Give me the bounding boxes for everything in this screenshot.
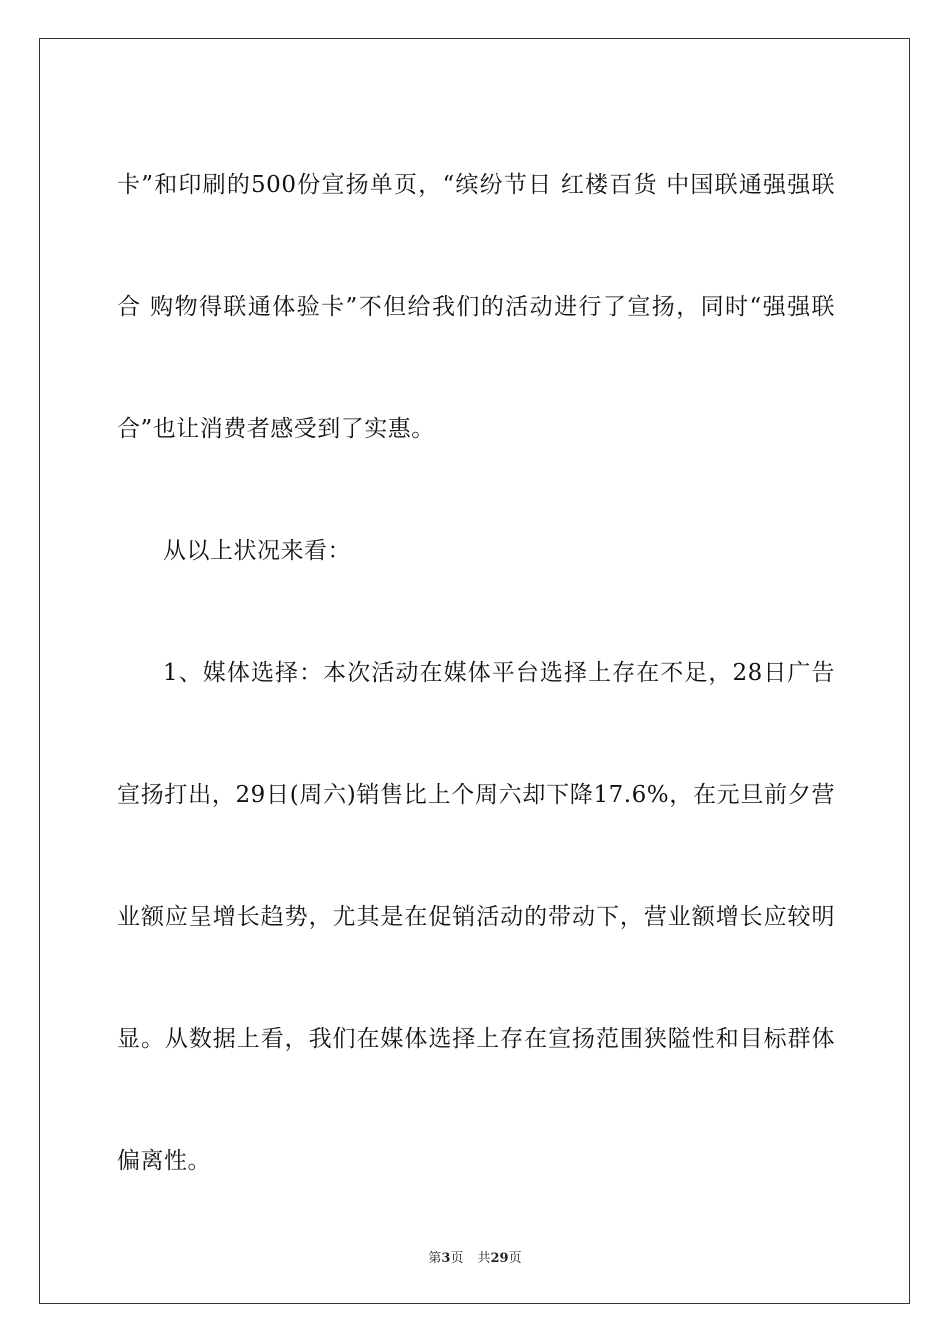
paragraph-3: 1、媒体选择：本次活动在媒体平台选择上存在不足，28日广告宣扬打出，29日(周六)销售比上个周六却下降17.6%，在元旦前夕营业额应呈增长趋势，尤其是在促销活动的带动下，营业额增长应较明显。从数据上看，我们在媒体选择上存在宣扬范围狭隘性和目标群体偏离性。 [117, 660, 835, 1174]
total-pages: 29 [490, 1251, 509, 1266]
total-prefix: 共 [477, 1251, 491, 1266]
page-suffix: 页 [450, 1251, 464, 1266]
page-footer [0, 1247, 950, 1266]
page-prefix: 第 [428, 1251, 442, 1266]
page-number: 3 [441, 1251, 451, 1266]
document-body [117, 124, 835, 1222]
total-suffix: 页 [508, 1251, 522, 1266]
paragraph-1: 卡”和印刷的500份宣扬单页，“缤纷节日 红楼百货 中国联通强强联合 购物得联通体验卡”不但给我们的活动进行了宣扬，同时“强强联合”也让消费者感受到了实惠。 [117, 172, 835, 442]
paragraph-2: 从以上状况来看： [163, 538, 351, 564]
